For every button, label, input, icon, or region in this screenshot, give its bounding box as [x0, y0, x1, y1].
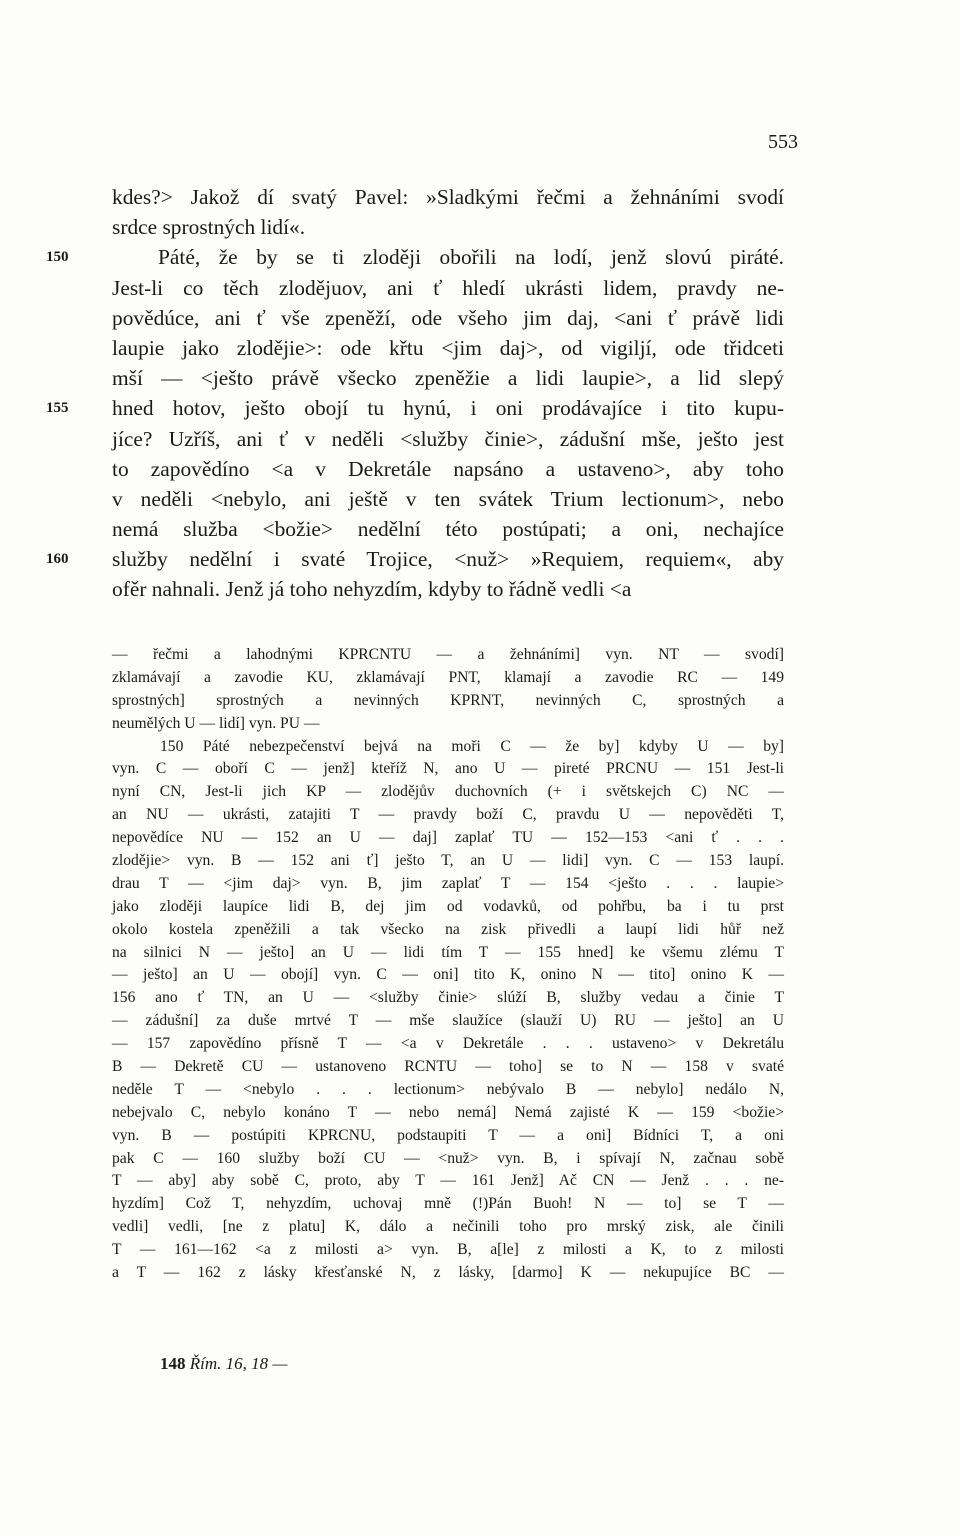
note-line: zklamávají a zavodie KU, zklamávají PNT, klamají a zavodie RC — 149	[112, 668, 784, 686]
line-text: v neděli <nebylo, ani ještě v ten svátek Trium lectionum>, nebo	[112, 486, 784, 511]
line-text: povědúce, ani ť vše zpeněží, ode všeho jim daj, <ani ť právě lidi	[112, 305, 784, 330]
note-line: 150 Páté nebezpečenství bejvá na moři C — že by] kdyby U — by]	[160, 737, 784, 755]
footnote-ref-text: Řím. 16, 18 —	[189, 1354, 288, 1373]
note-line: B — Dekretě CU — ustanoveno RCNTU — toho] se to N — 158 v svaté	[112, 1058, 784, 1076]
note-line: jako zloději laupíce lidi B, dej jim od vodavků, od pohřbu, ba i tu prst	[112, 897, 784, 915]
note-line: na silnici N — ješto] an U — lidi tím T — 155 hned] ke všemu zlému T	[112, 943, 784, 961]
note-line: — ješto] an U — obojí] vyn. C — oni] tito K, onino N — tito] onino K —	[112, 966, 784, 984]
note-line: drau T — <jim daj> vyn. B, jim zaplať T — 154 <ješto . . . laupie>	[112, 874, 784, 892]
note-line: — zádušní] za duše mrtvé T — mše slaužíce (slauží U) RU — ješto] an U	[112, 1012, 784, 1030]
text-line	[46, 544, 784, 574]
line-number: 150	[46, 249, 69, 266]
text-line	[46, 393, 784, 423]
main-text	[46, 182, 784, 605]
note-line: nebejvalo C, nebylo konáno T — nebo nemá] Nemá zajisté K — 159 <božie>	[112, 1103, 784, 1121]
text-line	[112, 574, 784, 604]
note-line: okolo kostela zpeněžili a tak všecko na zisk přivedli a laupí lidi hůř než	[112, 920, 784, 938]
note-line: — 157 zapovědíno přísně T — <a v Dekretále . . . ustaveno> v Dekretálu	[112, 1035, 784, 1053]
note-line: neděle T — <nebylo . . . lectionum> nebývalo B — nebylo] nedálo N,	[112, 1080, 784, 1098]
line-text: srdce sprostných lidí«.	[112, 215, 306, 240]
text-line	[112, 273, 784, 303]
line-text: mší — <ješto právě všecko zpeněžie a lidi laupie>, a lid slepý	[112, 366, 784, 391]
line-text: Páté, že by se ti zloději obořili na lodí, jenž slovú piráté.	[158, 245, 784, 270]
note-line: vyn. B — postúpiti KPRCNU, podstaupiti T — a oni] Bídníci T, a oni	[112, 1126, 784, 1144]
line-text: jíce? Uzříš, ani ť v neděli <služby činie>, zádušní mše, ješto jest	[112, 426, 784, 451]
critical-apparatus	[112, 644, 784, 1285]
note-line: pak C — 160 služby boží CU — <nuž> vyn. B, i spívají N, začnau sobě	[112, 1149, 784, 1167]
note-line: nyní CN, Jest-li jich KP — zlodějův duchovních (+ i světskejch C) NC —	[112, 783, 784, 801]
note-line: an NU — ukrásti, zatajiti T — pravdy boží C, pravdu U — nepověděti T,	[112, 806, 784, 824]
note-line: — řečmi a lahodnými KPRCNTU — a žehnáními] vyn. NT — svodí]	[112, 646, 784, 663]
line-text: nemá služba <božie> nedělní této postúpati; a oni, nechajíce	[112, 517, 784, 542]
line-text: služby nedělní i svaté Trojice, <nuž> »Requiem, requiem«, aby	[112, 547, 784, 572]
line-text: Jest-li co těch zlodějuov, ani ť hledí ukrásti lidem, pravdy ne-	[112, 275, 784, 300]
note-line: T — aby] aby sobě C, proto, aby T — 161 Jenž] Ač CN — Jenž . . . ne-	[112, 1172, 784, 1190]
text-line	[112, 484, 784, 514]
line-text: to zapovědíno <a v Dekretále napsáno a ustaveno>, aby toho	[112, 456, 784, 481]
text-line	[112, 212, 784, 242]
note-line: T — 161—162 <a z milosti a> vyn. B, a[le] z milosti a K, to z milosti	[112, 1241, 784, 1259]
note-line: a T — 162 z lásky křesťanské N, z lásky, [darmo] K — nekupujíce BC —	[112, 1264, 784, 1282]
note-line: nepovědíce NU — 152 an U — daj] zaplať TU — 152—153 <ani ť . . .	[112, 829, 784, 847]
footnote-ref-number: 148	[160, 1354, 186, 1373]
line-text: ofěr nahnali. Jenž já toho nehyzdím, kdyby to řádně vedli <a	[112, 577, 632, 602]
text-line	[112, 303, 784, 333]
note-line: hyzdím] Což T, nehyzdím, uchovaj mně (!)Pán Buoh! N — to] se T —	[112, 1195, 784, 1213]
page-number: 553	[768, 131, 798, 153]
note-line: vedli] vedli, [ne z platu] K, dálo a nečinili toho pro mrský zisk, ale činili	[112, 1218, 784, 1236]
line-text: hned hotov, ješto obojí tu hynú, i oni prodávajíce i tito kupu-	[112, 396, 784, 421]
line-number: 160	[46, 551, 69, 568]
text-line	[46, 242, 784, 272]
line-text: laupie jako zlodějie>: ode křtu <jim daj>, od vigiljí, ode třidceti	[112, 335, 784, 360]
text-line	[112, 363, 784, 393]
text-line	[112, 454, 784, 484]
line-number: 155	[46, 400, 69, 417]
note-line: neumělých U — lidí] vyn. PU —	[112, 714, 320, 732]
note-line: vyn. C — oboří C — jenž] kteříž N, ano U — pireté PRCNU — 151 Jest-li	[112, 760, 784, 778]
note-line: sprostných] sprostných a nevinných KPRNT, nevinných C, sprostných a	[112, 691, 784, 709]
text-line	[112, 182, 784, 212]
note-line: 156 ano ť TN, an U — <služby činie> slúží B, služby vedau a činie T	[112, 989, 784, 1007]
line-text: kdes?> Jakož dí svatý Pavel: »Sladkými řečmi a žehnáními svodí	[112, 185, 784, 209]
footnote-reference	[160, 1354, 288, 1374]
text-line	[112, 514, 784, 544]
text-line	[112, 424, 784, 454]
text-line	[112, 333, 784, 363]
note-line: zlodějie> vyn. B — 152 ani ť] ješto T, an U — lidi] vyn. C — 153 laupí.	[112, 852, 784, 870]
